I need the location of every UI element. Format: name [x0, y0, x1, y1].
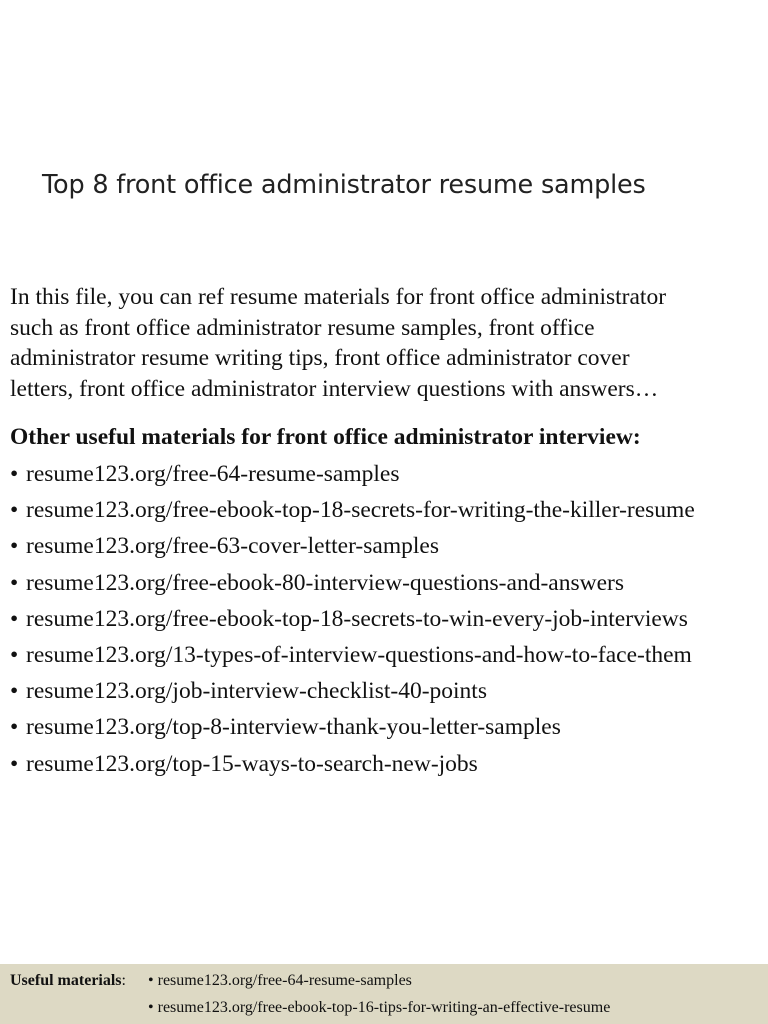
list-item [10, 749, 766, 785]
bullet-icon: • [10, 641, 19, 668]
intro-line: administrator resume writing tips, front office administrator cover [10, 345, 630, 371]
list-item [10, 676, 766, 712]
bullet-icon: • [10, 497, 19, 524]
resource-link[interactable]: resume123.org/free-63-cover-letter-samples [26, 533, 439, 560]
intro-line: such as front office administrator resume samples, front office [10, 314, 595, 341]
resource-link[interactable]: resume123.org/top-15-ways-to-search-new-jobs [26, 750, 478, 777]
resource-link[interactable]: resume123.org/free-ebook-top-18-secrets-for-writing-the-killer-resume [26, 497, 695, 524]
footer-link[interactable]: resume123.org/free-ebook-top-16-tips-for-writing-an-effective-resume [157, 999, 611, 1016]
intro-line: In this file, you can ref resume materials for front office administrator [10, 284, 667, 310]
bullet-icon: • [10, 533, 19, 560]
resource-link[interactable]: resume123.org/job-interview-checklist-40-points [26, 678, 487, 705]
footer-label-text: Useful materials [10, 972, 122, 989]
resource-link[interactable]: resume123.org/free-ebook-top-18-secrets-to-win-every-job-interviews [26, 605, 688, 632]
list-item [10, 495, 766, 531]
list-item [10, 531, 766, 567]
page-title: Top 8 front office administrator resume samples [42, 170, 646, 200]
materials-heading: Other useful materials for front office administrator interview: [10, 424, 641, 450]
bullet-icon: • [10, 714, 19, 741]
footer-label [10, 972, 126, 990]
footer-label-colon: : [121, 972, 126, 989]
intro-paragraph [10, 282, 758, 404]
footer-link[interactable]: resume123.org/free-64-resume-samples [157, 972, 412, 989]
list-item [10, 604, 766, 640]
footer-item [148, 999, 610, 1017]
materials-link-list [10, 459, 766, 785]
resource-link[interactable]: resume123.org/13-types-of-interview-questions-and-how-to-face-them [26, 641, 692, 668]
bullet-icon: • [148, 972, 154, 989]
bullet-icon: • [10, 678, 19, 705]
bullet-icon: • [10, 569, 19, 596]
bullet-icon: • [10, 461, 19, 487]
list-item [10, 712, 766, 748]
bullet-icon: • [10, 605, 19, 632]
bullet-icon: • [10, 750, 19, 777]
list-item [10, 640, 766, 676]
footer-bar [0, 964, 768, 1024]
bullet-icon: • [148, 999, 154, 1016]
intro-line: letters, front office administrator interview questions with answers… [10, 375, 659, 402]
list-item [10, 568, 766, 604]
footer-item [148, 972, 412, 990]
resource-link[interactable]: resume123.org/free-ebook-80-interview-questions-and-answers [26, 569, 624, 596]
resource-link[interactable]: resume123.org/free-64-resume-samples [26, 461, 400, 487]
list-item [10, 459, 766, 495]
resource-link[interactable]: resume123.org/top-8-interview-thank-you-letter-samples [26, 714, 561, 741]
